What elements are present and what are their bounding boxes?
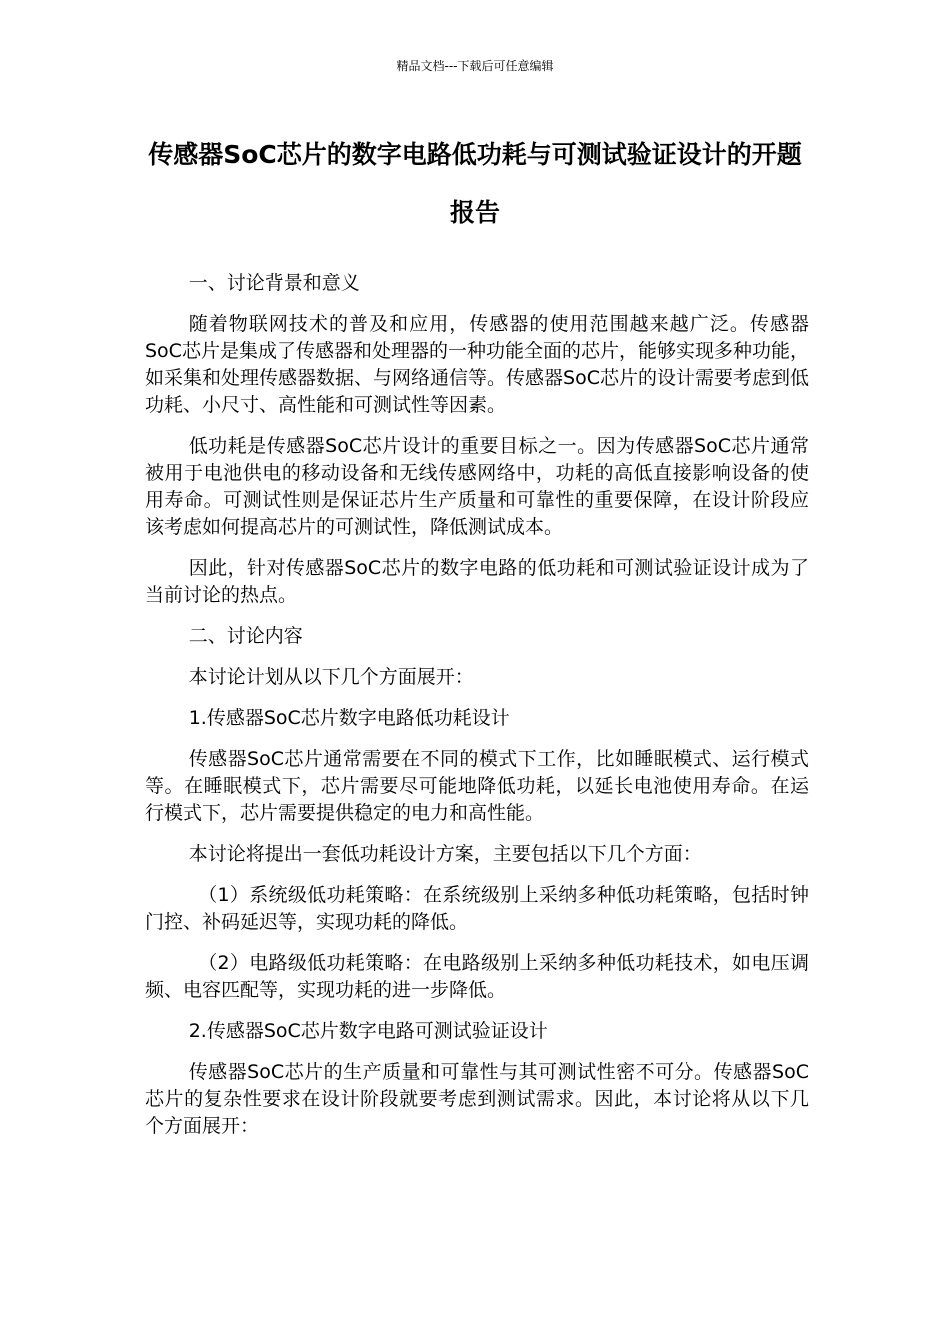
paragraph: 本讨论将提出一套低功耗设计方案，主要包括以下几个方面：	[188, 843, 702, 865]
document-title: 传感器SoC芯片的数字电路低功耗与可测试验证设计的开题报告	[148, 140, 802, 227]
section-heading-background: 一、讨论背景和意义	[188, 272, 360, 294]
paragraph: 低功耗是传感器SoC芯片设计的重要目标之一。因为传感器SoC芯片通常被用于电池供电的移动设备和无线传感网络中，功耗的高低直接影响设备的使用寿命。可测试性则是保证芯片生产质量和可靠性的重要保障，在设计阶段应该考虑如何提高芯片的可测试性，降低测试成本。	[145, 435, 809, 538]
paragraph: 因此，针对传感器SoC芯片的数字电路的低功耗和可测试验证设计成为了当前讨论的热点。	[145, 557, 809, 606]
paragraph: 本讨论计划从以下几个方面展开：	[188, 666, 474, 688]
list-item: （2）电路级低功耗策略：在电路级别上采纳多种低功耗技术，如电压调频、电容匹配等，实现功耗的进一步降低。	[145, 952, 809, 1001]
list-item: （1）系统级低功耗策略：在系统级别上采纳多种低功耗策略，包括时钟门控、补码延迟等，实现功耗的降低。	[145, 884, 809, 933]
subheading-low-power: 1.传感器SoC芯片数字电路低功耗设计	[188, 707, 510, 729]
document-body	[145, 270, 809, 1154]
subheading-testability: 2.传感器SoC芯片数字电路可测试验证设计	[188, 1020, 548, 1042]
section-heading-content: 二、讨论内容	[188, 625, 303, 647]
paragraph: 传感器SoC芯片的生产质量和可靠性与其可测试性密不可分。传感器SoC芯片的复杂性要求在设计阶段就要考虑到测试需求。因此，本讨论将从以下几个方面展开：	[145, 1061, 809, 1137]
paragraph: 随着物联网技术的普及和应用，传感器的使用范围越来越广泛。传感器SoC芯片是集成了传感器和处理器的一种功能全面的芯片，能够实现多种功能，如采集和处理传感器数据、与网络通信等。传感器SoC芯片的设计需要考虑到低功耗、小尺寸、高性能和可测试性等因素。	[145, 313, 809, 416]
paragraph: 传感器SoC芯片通常需要在不同的模式下工作，比如睡眠模式、运行模式等。在睡眠模式下，芯片需要尽可能地降低功耗，以延长电池使用寿命。在运行模式下，芯片需要提供稳定的电力和高性能。	[145, 748, 809, 824]
page-header: 精品文档---下载后可任意编辑	[396, 59, 554, 73]
